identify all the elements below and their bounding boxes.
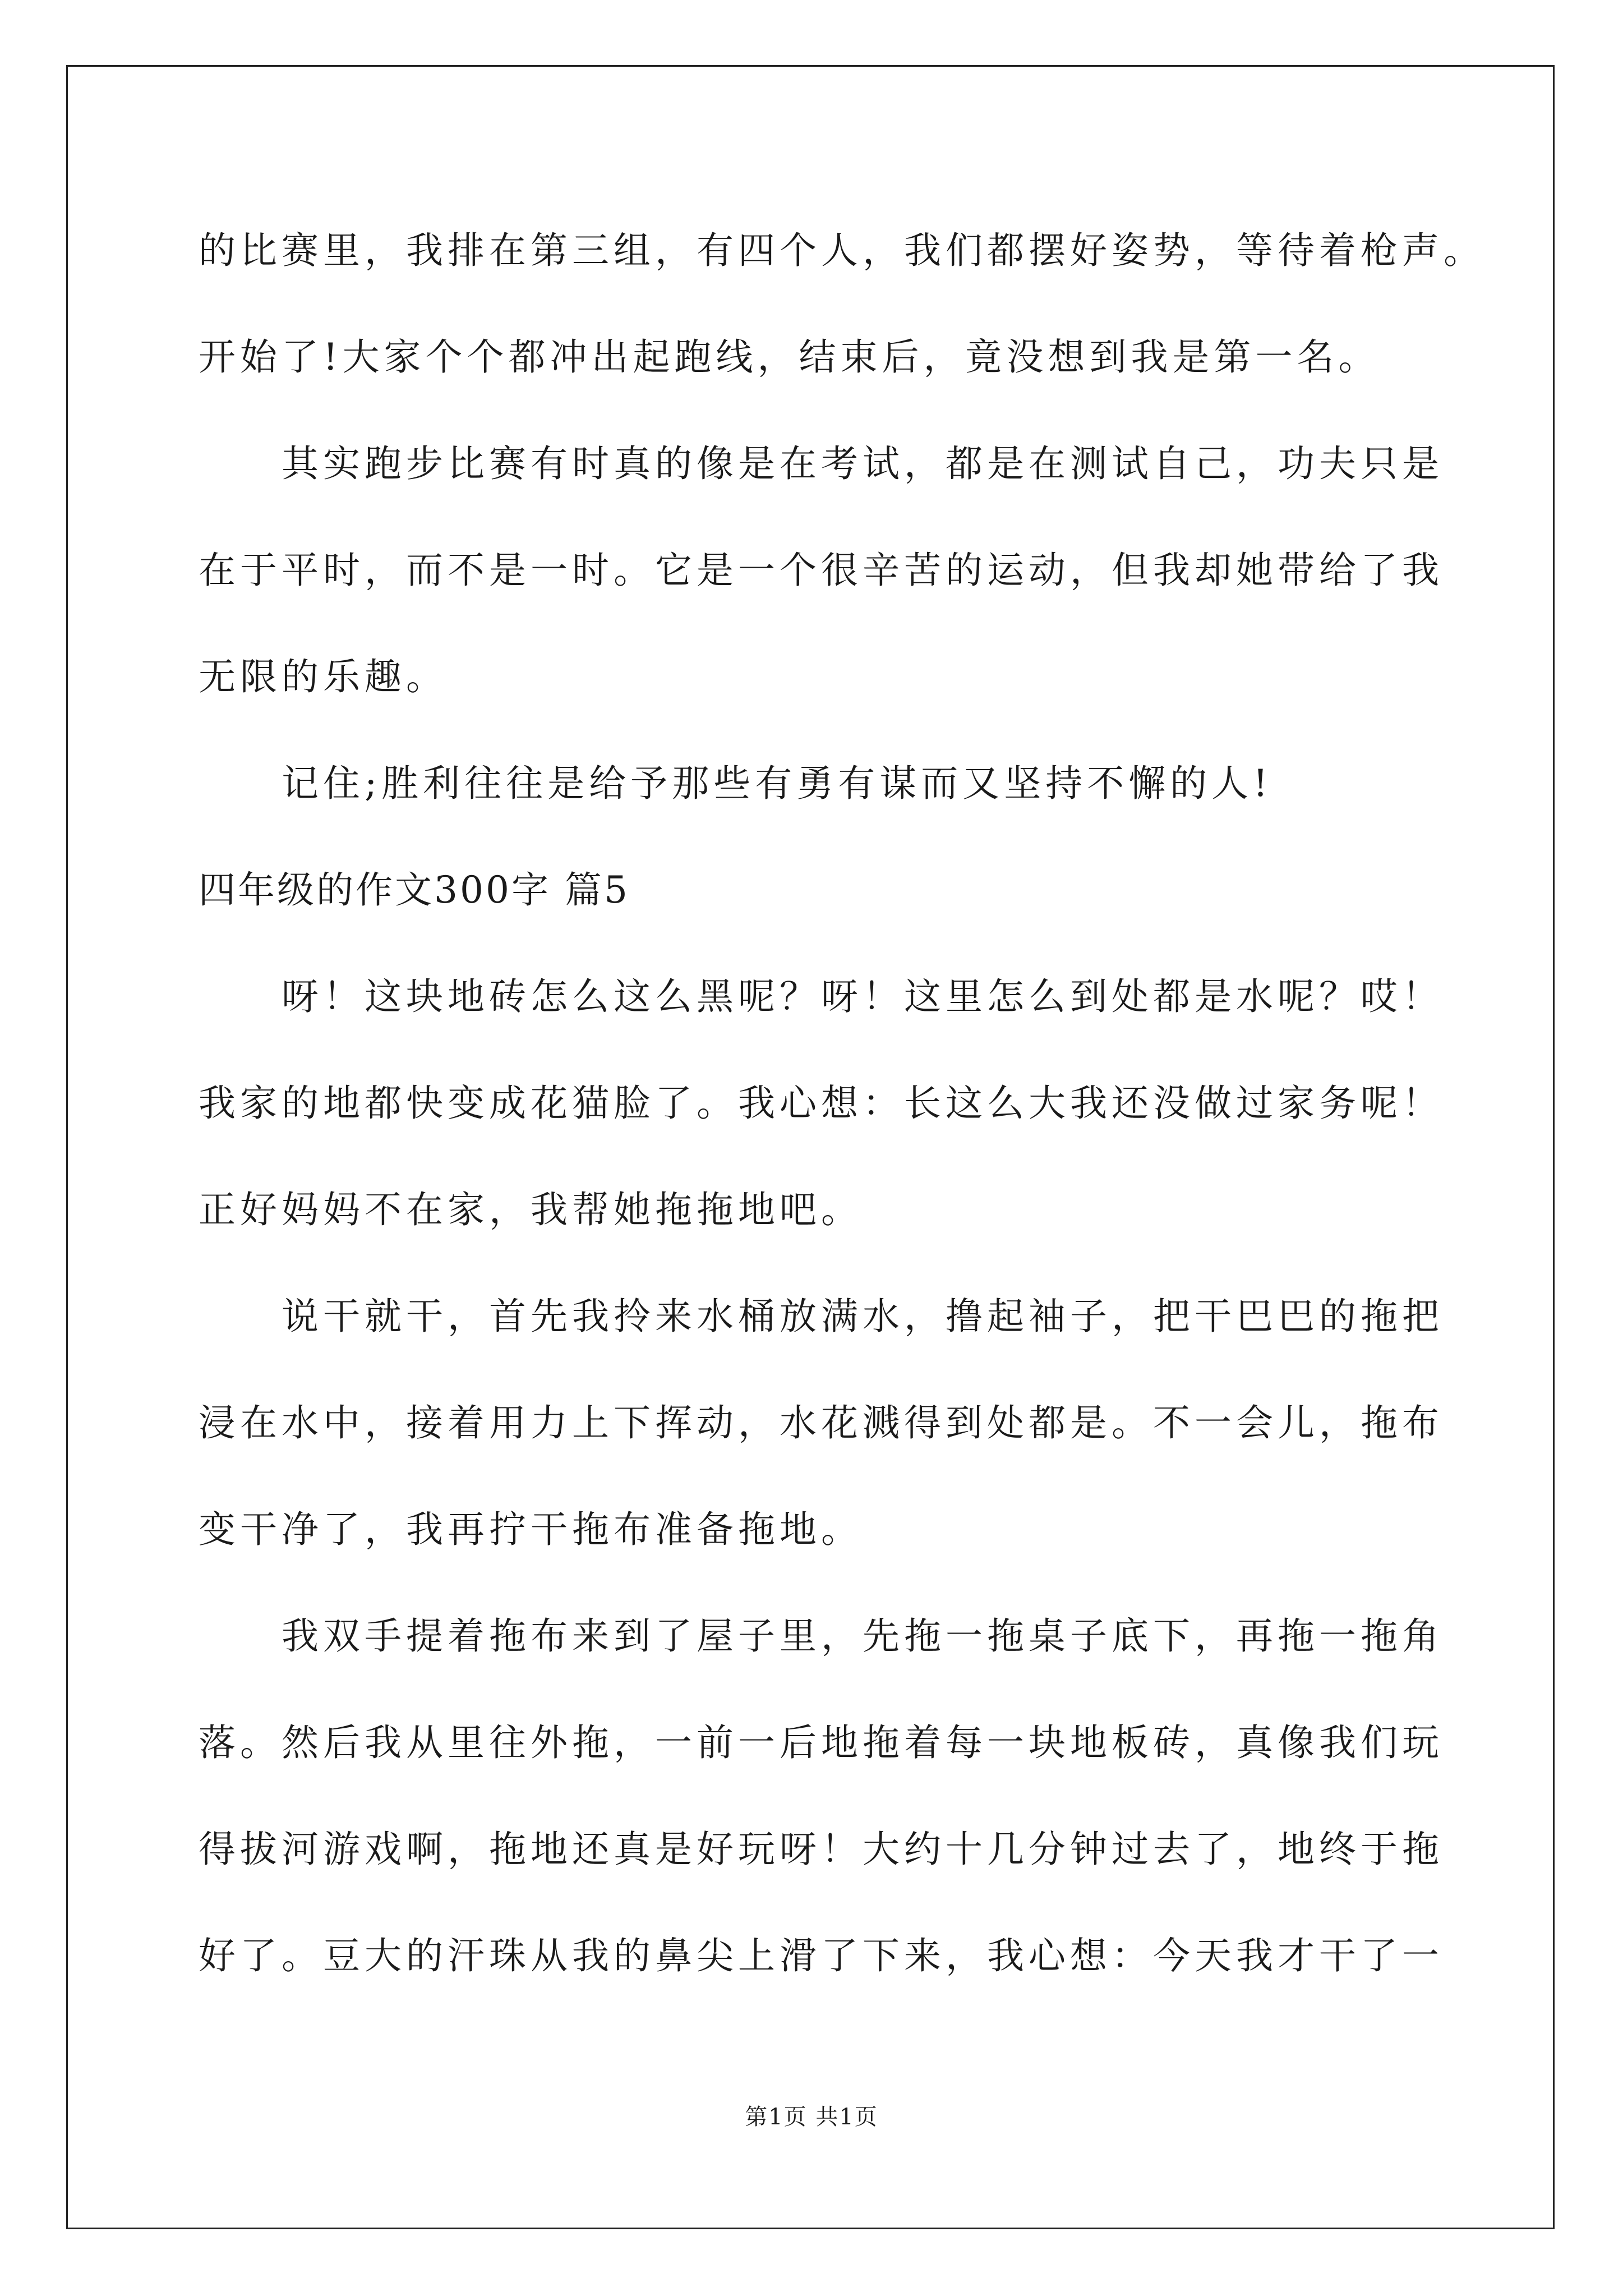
text-line: 记住;胜利往往是给予那些有勇有谋而又坚持不懈的人! (282, 762, 1272, 805)
text-line: 在于平时，而不是一时。它是一个很辛苦的运动，但我却她带给了我 (199, 549, 1444, 592)
text-line: 正好妈妈不在家，我帮她拖拖地吧。 (199, 1188, 863, 1231)
text-line: 的比赛里，我排在第三组，有四个人，我们都摆好姿势，等待着枪声。 (199, 229, 1485, 272)
text-line: 好了。豆大的汗珠从我的鼻尖上滑了下来，我心想：今天我才干了一 (199, 1934, 1444, 1977)
text-line: 开始了!大家个个都冲出起跑线，结束后，竟没想到我是第一名。 (199, 335, 1380, 379)
text-line: 得拔河游戏啊，拖地还真是好玩呀！大约十几分钟过去了，地终于拖 (199, 1828, 1444, 1871)
text-line: 我双手提着拖布来到了屋子里，先拖一拖桌子底下，再拖一拖角 (282, 1614, 1444, 1658)
text-line: 呀！这块地砖怎么这么黑呢？呀！这里怎么到处都是水呢？哎！ (282, 975, 1444, 1018)
page-number-footer: 第1页 共1页 (745, 2104, 878, 2130)
text-line: 其实跑步比赛有时真的像是在考试，都是在测试自己，功夫只是 (282, 442, 1444, 485)
section-heading: 四年级的作文300字 篇5 (199, 868, 630, 912)
document-body (199, 197, 1485, 2009)
text-line: 落。然后我从里往外拖，一前一后地拖着每一块地板砖，真像我们玩 (199, 1721, 1444, 1764)
text-line: 无限的乐趣。 (199, 655, 448, 698)
text-line: 变干净了，我再拧干拖布准备拖地。 (199, 1508, 863, 1551)
text-line: 我家的地都快变成花猫脸了。我心想：长这么大我还没做过家务呢！ (199, 1082, 1444, 1125)
text-line: 浸在水中，接着用力上下挥动，水花溅得到处都是。不一会儿，拖布 (199, 1401, 1444, 1444)
text-line: 说干就干，首先我拎来水桶放满水，撸起袖子，把干巴巴的拖把 (282, 1295, 1444, 1338)
